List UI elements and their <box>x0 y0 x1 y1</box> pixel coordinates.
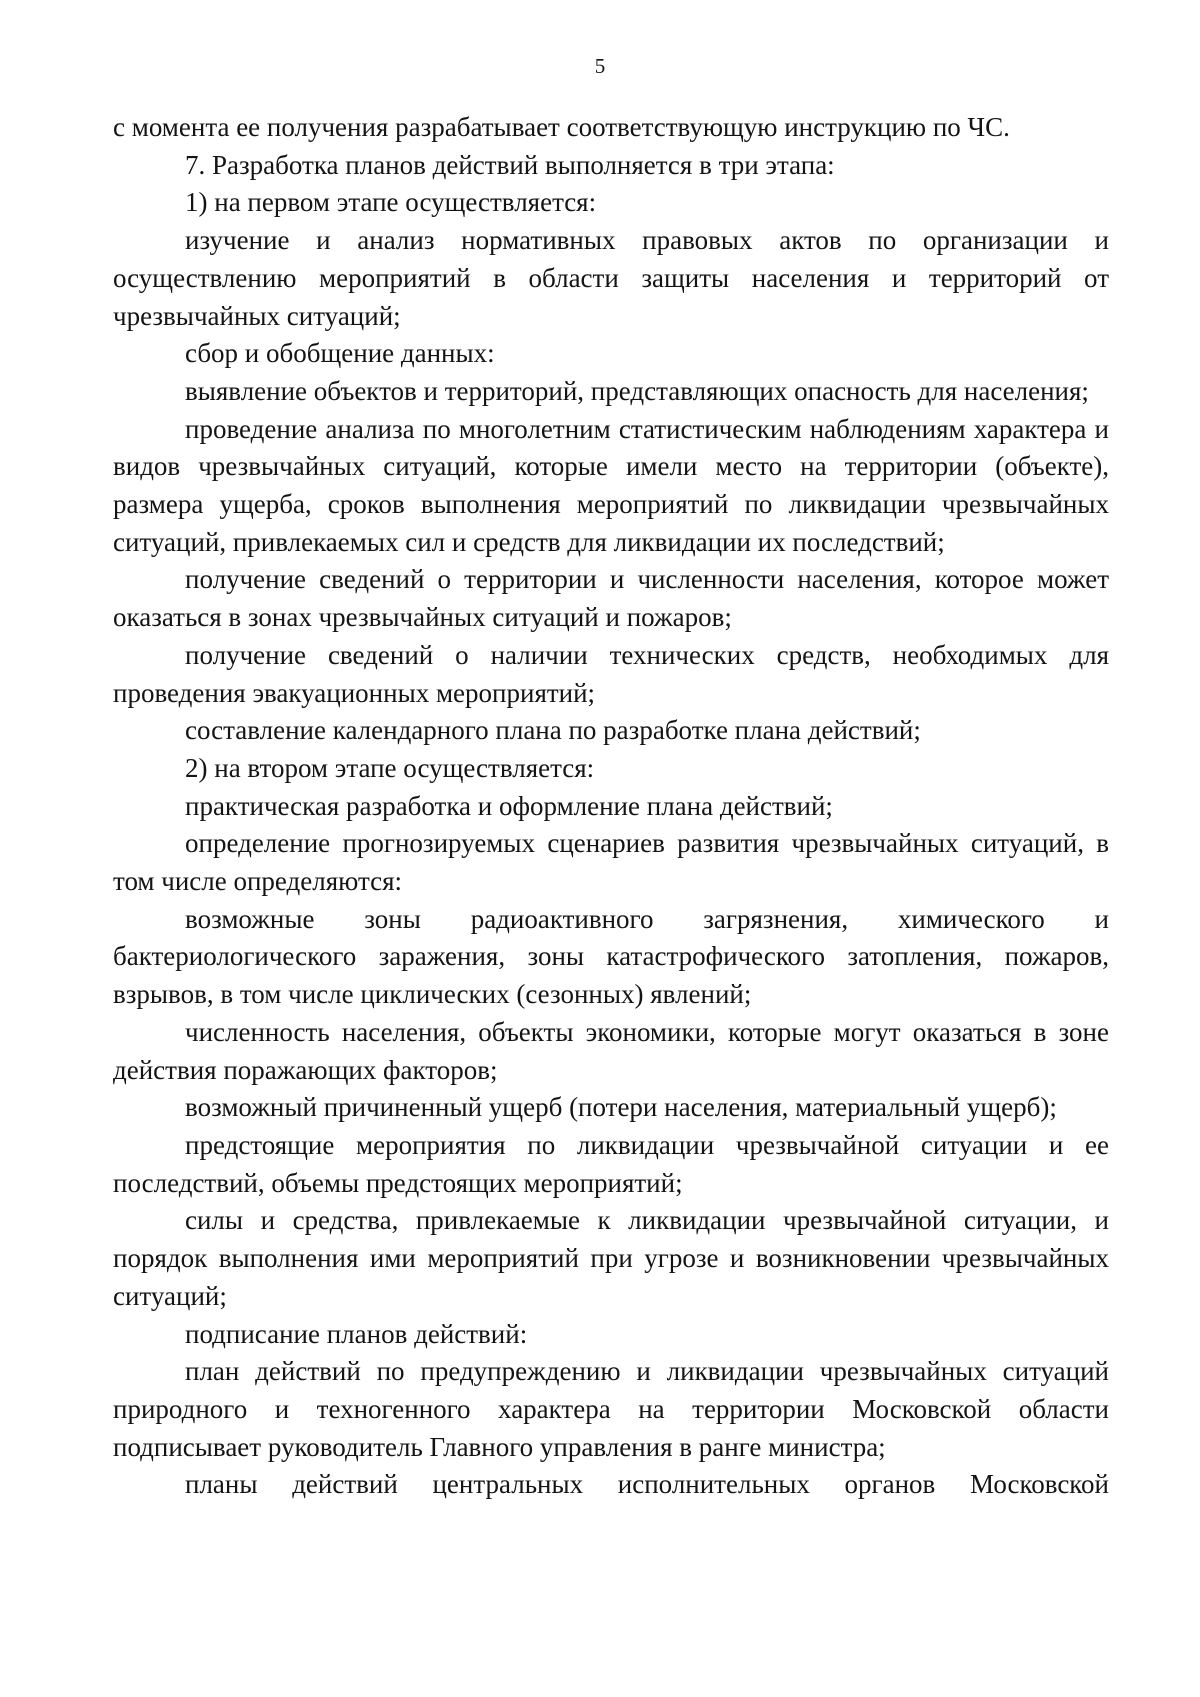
paragraph: выявление объектов и территорий, представляющих опасность для населения; <box>185 375 1089 406</box>
paragraph: возможный причиненный ущерб (потери населения, материальный ущерб); <box>185 1092 1057 1123</box>
page-number: 5 <box>594 54 606 78</box>
paragraph: предстоящие мероприятия по ликвидации чрезвычайной ситуации и ее последствий, объемы предстоящих мероприятий; <box>113 1129 1109 1198</box>
paragraph: 2) на втором этапе осуществляется: <box>185 752 595 783</box>
paragraph: возможные зоны радиоактивного загрязнения, химического и бактериологического заражения, зоны катастрофического затопления, пожаров, взрывов, в том числе циклических (сезонных) явлений; <box>113 903 1109 1010</box>
paragraph: план действий по предупреждению и ликвидации чрезвычайных ситуаций природного и техногенного характера на территории Московской области подписывает руководитель Главного управления в ранге министра; <box>113 1356 1109 1462</box>
paragraph: получение сведений о наличии технических средств, необходимых для проведения эвакуационных мероприятий; <box>113 639 1109 708</box>
paragraph: практическая разработка и оформление плана действий; <box>185 790 833 821</box>
paragraph: определение прогнозируемых сценариев развития чрезвычайных ситуаций, в том числе определяются: <box>113 828 1109 897</box>
paragraph: силы и средства, привлекаемые к ликвидации чрезвычайной ситуации, и порядок выполнения ими мероприятий при угрозе и возникновении чрезвычайных ситуаций; <box>113 1205 1109 1311</box>
paragraph: подписание планов действий: <box>185 1318 528 1349</box>
paragraph: 1) на первом этапе осуществляется: <box>185 187 597 218</box>
paragraph: численность населения, объекты экономики, которые могут оказаться в зоне действия поражающих факторов; <box>113 1016 1109 1085</box>
paragraph: получение сведений о территории и численности населения, которое может оказаться в зонах чрезвычайных ситуаций и пожаров; <box>113 564 1109 633</box>
document-body <box>113 109 1109 1504</box>
paragraph: проведение анализа по многолетним статистическим наблюдениям характера и видов чрезвычайных ситуаций, которые имели место на территории (объекте), размера ущерба, сроков выполнения мероприятий по ликвидации чрезвычайных ситуаций, привлекаемых сил и средств для ликвидации их последствий; <box>113 413 1109 557</box>
paragraph: изучение и анализ нормативных правовых актов по организации и осуществлению мероприятий в области защиты населения и территорий от чрезвычайных ситуаций; <box>113 225 1109 331</box>
paragraph: сбор и обобщение данных: <box>185 338 495 369</box>
paragraph: составление календарного плана по разработке плана действий; <box>185 715 921 746</box>
paragraph: 7. Разработка планов действий выполняется в три этапа: <box>185 149 835 180</box>
paragraph: планы действий центральных исполнительных органов Московской <box>185 1469 1109 1500</box>
paragraph: с момента ее получения разрабатывает соответствующую инструкцию по ЧС. <box>113 112 1010 142</box>
